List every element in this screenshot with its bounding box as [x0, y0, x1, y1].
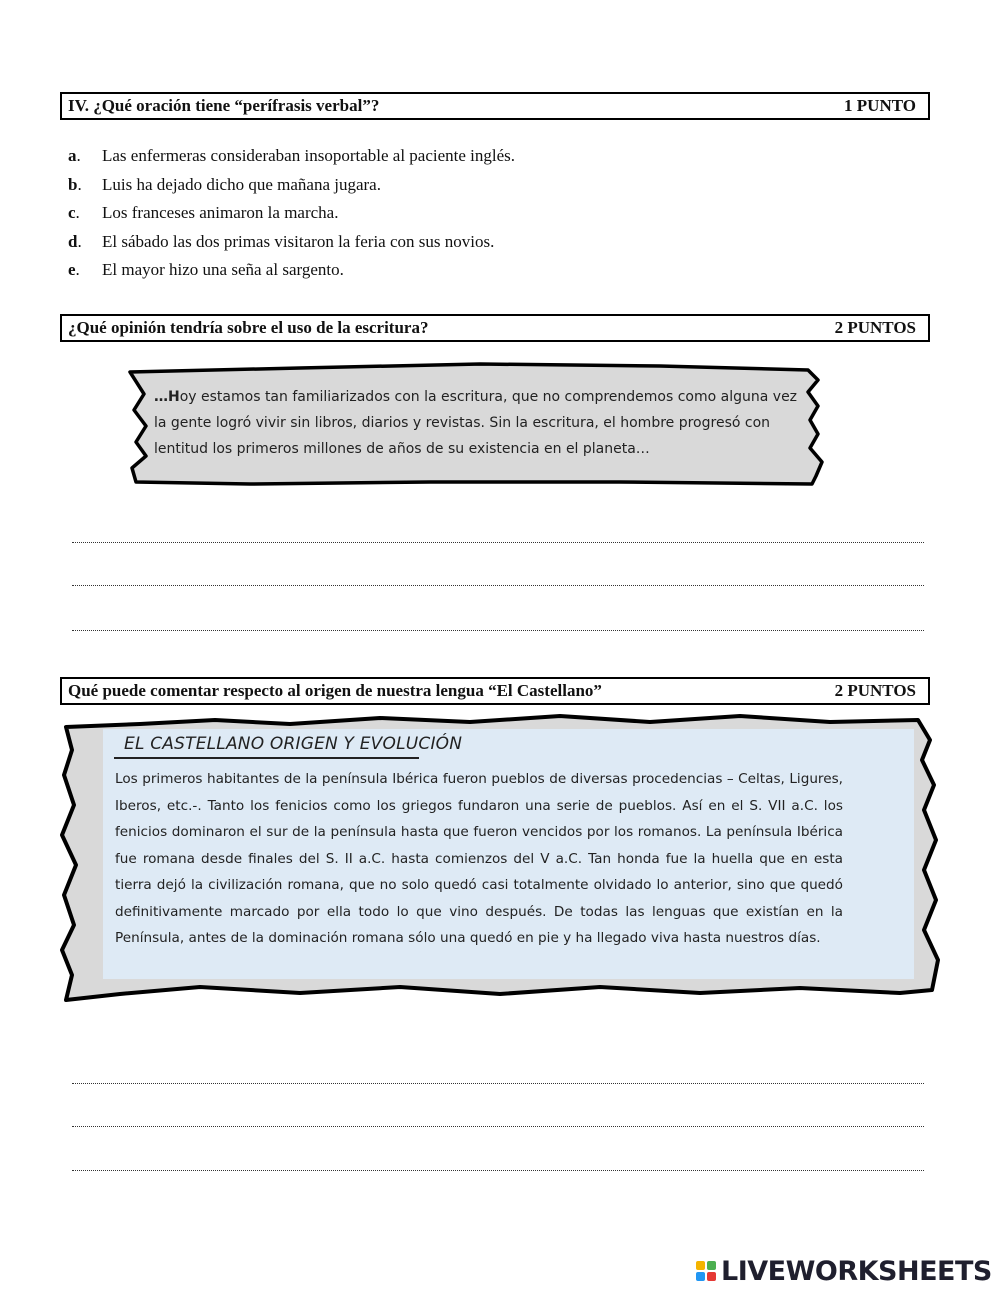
logo-text: LIVEWORKSHEETS — [721, 1255, 992, 1287]
option-letter: b — [68, 174, 78, 194]
option-c[interactable]: c. Los franceses animaron la marcha. — [68, 203, 339, 222]
answer-line-6[interactable] — [72, 1170, 924, 1171]
quote-body: oy estamos tan familiarizados con la escritura, que no comprendemos como alguna vez la gente logró vivir sin libros, diarios y revistas. Sin la escritura, el hombre progresó con lentitud los primeros millones de años de su existencia en el planeta… — [154, 389, 798, 457]
option-letter: e — [68, 260, 76, 279]
info-text: Los primeros habitantes de la península Ibérica fueron pueblos de diversas procedencias – Celtas, Ligures, Iberos, etc.-. Tanto los fenicios como los griegos fundaron una serie de pueblos. Así en el S. VII a.C. los fenicios dominaron el sur de la península hasta que fueron vencidos por los romanos. La península Ibérica fue romana desde finales del S. II a.C. hasta comienzos del V a.C. Tan honda fue la huella que en esta tierra dejó la civilización romana, que no solo quedó casi totalmente olvidado lo anterior, sino que quedó definitivamente marcado por ella todo lo que vino después. De todas las lenguas que existían en la Península, antes de la dominación romana sólo una quedó en pie y ha llegado viva hasta nuestros días. — [115, 771, 843, 946]
option-text: Los franceses animaron la marcha. — [102, 203, 339, 222]
answer-line-4[interactable] — [72, 1083, 924, 1084]
option-letter: a — [68, 146, 77, 165]
option-b[interactable]: b. Luis ha dejado dicho que mañana jugara. — [68, 174, 381, 194]
logo-square-red — [707, 1272, 716, 1281]
question-4-points: 1 PUNTO — [844, 96, 916, 115]
liveworksheets-logo[interactable] — [696, 1254, 992, 1288]
answer-line-5[interactable] — [72, 1126, 924, 1127]
option-text: Luis ha dejado dicho que mañana jugara. — [102, 174, 381, 194]
question-5-points: 2 PUNTOS — [834, 318, 916, 337]
quote-lead: …H — [154, 389, 180, 405]
logo-square-yellow — [696, 1261, 705, 1270]
option-text: Las enfermeras consideraban insoportable al paciente inglés. — [102, 146, 516, 165]
question-6-title: Qué puede comentar respecto al origen de nuestra lengua “El Castellano” — [68, 681, 602, 700]
question-6-points: 2 PUNTOS — [834, 681, 916, 700]
option-letter: d — [68, 231, 78, 251]
info-title: EL CASTELLANO ORIGEN Y EVOLUCIÓN — [124, 734, 463, 754]
question-4-title: IV. ¿Qué oración tiene “perífrasis verbal”? — [68, 96, 380, 115]
option-text: El mayor hizo una seña al sargento. — [102, 260, 344, 279]
option-text: El sábado las dos primas visitaron la feria con sus novios. — [102, 231, 495, 251]
info-title-underline — [114, 757, 419, 759]
logo-square-green — [707, 1261, 716, 1270]
option-e[interactable]: e. El mayor hizo una seña al sargento. — [68, 260, 344, 279]
option-d[interactable]: d. El sábado las dos primas visitaron la feria con sus novios. — [68, 231, 495, 251]
logo-square-blue — [696, 1272, 705, 1281]
logo-icon — [696, 1261, 716, 1281]
option-a[interactable]: a. Las enfermeras consideraban insoportable al paciente inglés. — [68, 146, 516, 165]
option-letter: c — [68, 203, 76, 222]
question-5-title: ¿Qué opinión tendría sobre el uso de la escritura? — [68, 318, 429, 337]
